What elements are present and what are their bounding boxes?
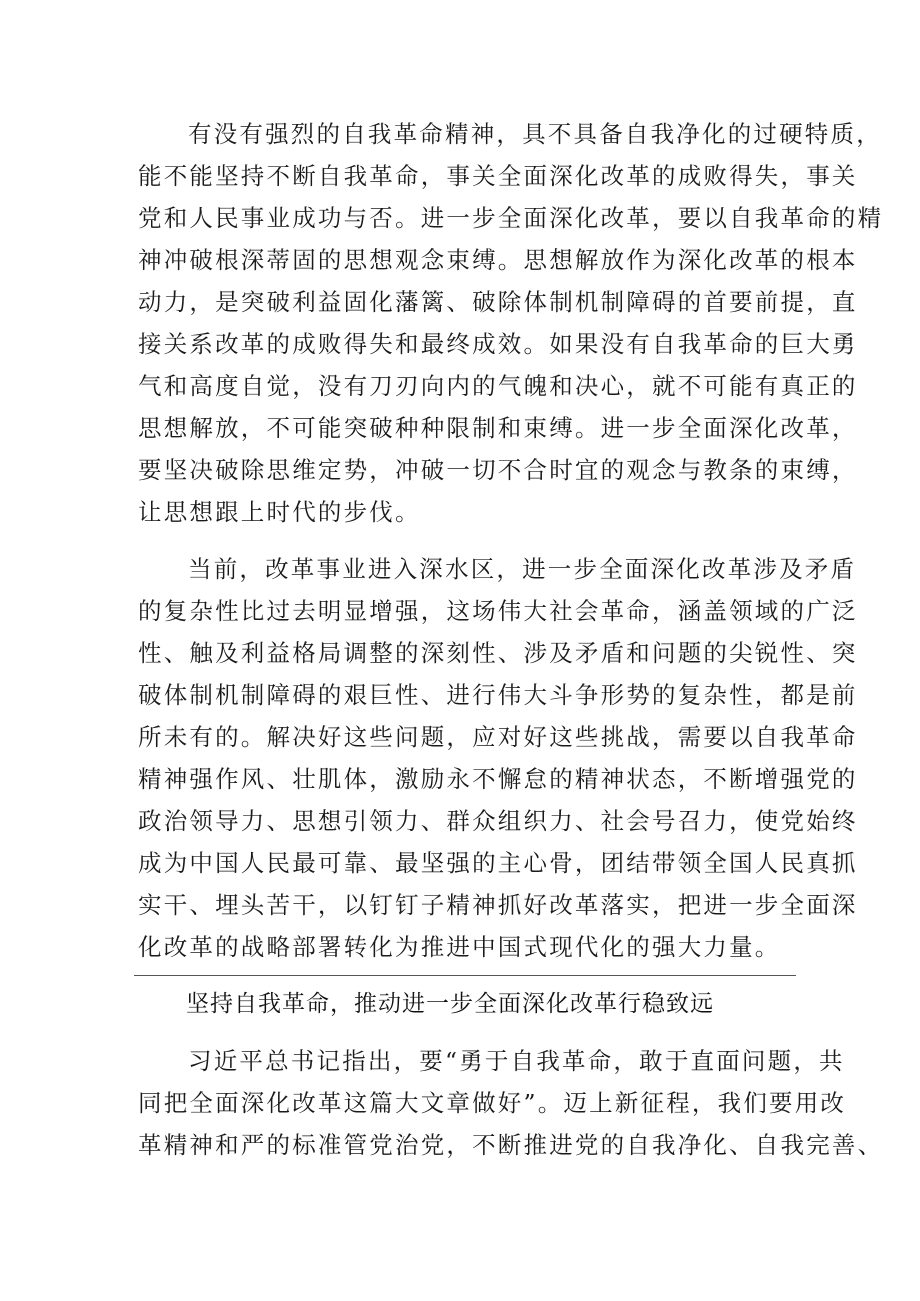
paragraph-line: 同把全面深化改革这篇大文章做好”。迈上新征程，我们要用改 bbox=[138, 1089, 847, 1117]
paragraph-line: 所未有的。解决好这些问题，应对好这些挑战，需要以自我革命 bbox=[138, 723, 858, 751]
paragraph-line: 性、触及利益格局调整的深刻性、涉及矛盾和问题的尖锐性、突 bbox=[138, 639, 858, 667]
paragraph-line: 能不能坚持不断自我革命，事关全面深化改革的成败得失，事关 bbox=[138, 162, 858, 190]
paragraph-line: 动力，是突破利益固化藩篱、破除体制机制障碍的首要前提，直 bbox=[138, 288, 858, 316]
paragraph-line: 的复杂性比过去明显增强，这场伟大社会革命，涵盖领域的广泛 bbox=[138, 597, 858, 625]
paragraph-line: 神冲破根深蒂固的思想观念束缚。思想解放作为深化改革的根本 bbox=[138, 246, 858, 274]
paragraph-line: 革精神和严的标准管党治党，不断推进党的自我净化、自我完善、 bbox=[138, 1131, 884, 1159]
section-heading: 坚持自我革命，推动进一步全面深化改革行稳致远 bbox=[186, 991, 714, 1017]
paragraph-line: 思想解放，不可能突破种种限制和束缚。进一步全面深化改革， bbox=[138, 414, 858, 442]
paragraph-line: 成为中国人民最可靠、最坚强的主心骨，团结带领全国人民真抓 bbox=[138, 849, 858, 877]
paragraph-line: 有没有强烈的自我革命精神，具不具备自我净化的过硬特质， bbox=[188, 120, 882, 148]
paragraph-line: 让思想跟上时代的步伐。 bbox=[138, 498, 421, 526]
paragraph-line: 气和高度自觉，没有刀刃向内的气魄和决心，就不可能有真正的 bbox=[138, 372, 858, 400]
section-divider bbox=[134, 975, 796, 976]
paragraph-line: 接关系改革的成败得失和最终成效。如果没有自我革命的巨大勇 bbox=[138, 330, 858, 358]
paragraph-line: 当前，改革事业进入深水区，进一步全面深化改革涉及矛盾 bbox=[188, 555, 857, 583]
paragraph-line: 破体制机制障碍的艰巨性、进行伟大斗争形势的复杂性，都是前 bbox=[138, 681, 858, 709]
paragraph-line: 习近平总书记指出，要“勇于自我革命，敢于直面问题，共 bbox=[188, 1047, 845, 1075]
paragraph-line: 实干、埋头苦干，以钉钉子精神抓好改革落实，把进一步全面深 bbox=[138, 891, 858, 919]
paragraph-line: 党和人民事业成功与否。进一步全面深化改革，要以自我革命的精 bbox=[138, 204, 884, 232]
paragraph-line: 政治领导力、思想引领力、群众组织力、社会号召力，使党始终 bbox=[138, 807, 858, 835]
paragraph-line: 化改革的战略部署转化为推进中国式现代化的强大力量。 bbox=[138, 933, 781, 961]
paragraph-line: 精神强作风、壮肌体，激励永不懈怠的精神状态，不断增强党的 bbox=[138, 765, 858, 793]
paragraph-line: 要坚决破除思维定势，冲破一切不合时宜的观念与教条的束缚， bbox=[138, 456, 858, 484]
